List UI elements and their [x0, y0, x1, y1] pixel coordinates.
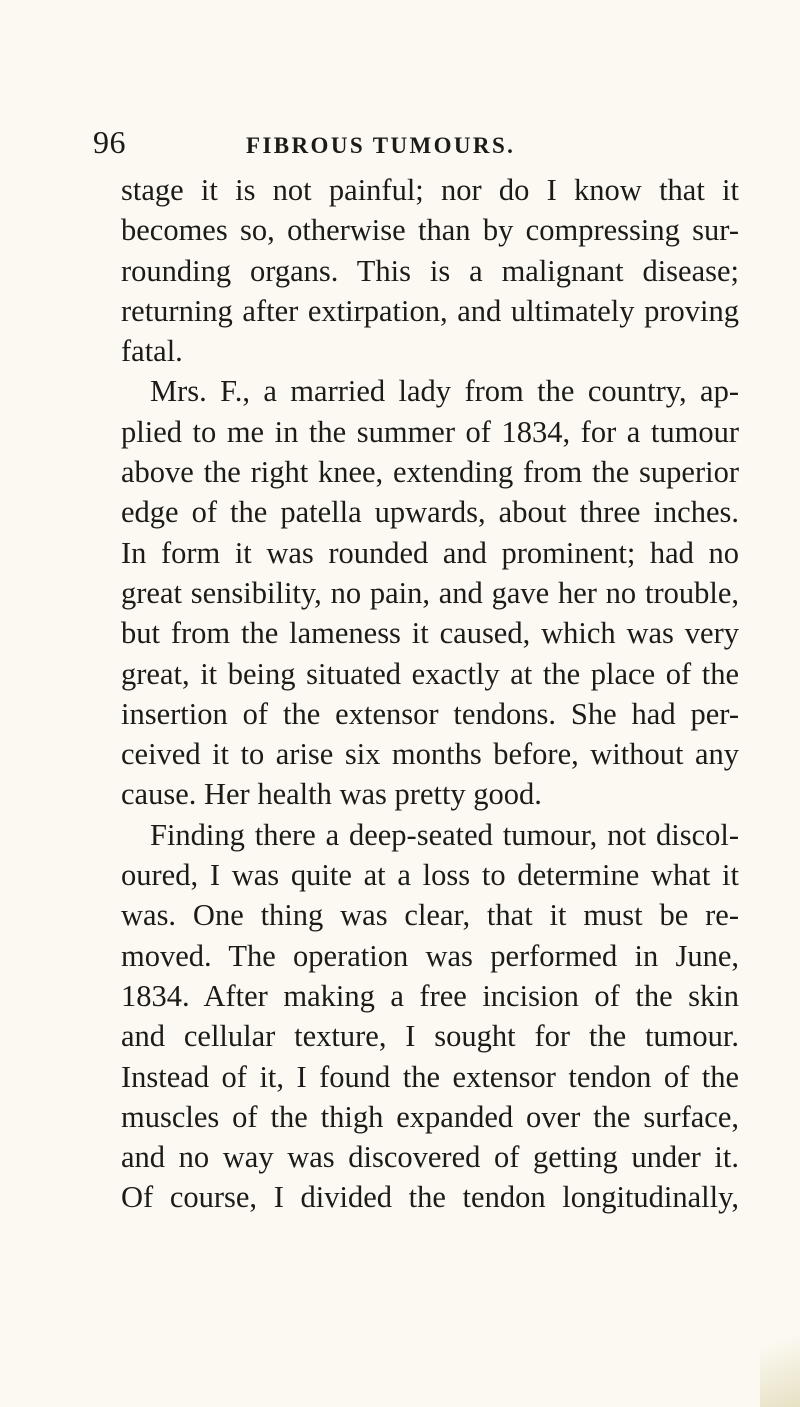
- text-line: cause. Her health was pretty good.: [121, 777, 542, 812]
- running-title: FIBROUS TUMOURS.: [246, 133, 516, 158]
- text-line: above the right knee, extending from the superior: [121, 455, 739, 490]
- page-number: 96: [93, 124, 126, 160]
- text-line: stage it is not painful; nor do I know that it: [121, 173, 739, 207]
- text-line: Instead of it, I found the extensor tendon of the: [121, 1059, 739, 1094]
- text-line: Mrs. F., a married lady from the country, ap-: [150, 374, 739, 409]
- text-line: great sensibility, no pain, and gave her no trouble,: [121, 575, 739, 610]
- text-line: muscles of the thigh expanded over the surface,: [121, 1099, 739, 1134]
- text-line: was. One thing was clear, that it must be re-: [121, 898, 739, 933]
- text-line: ceived it to arise six months before, without any: [121, 737, 739, 772]
- text-line: returning after extirpation, and ultimately proving: [121, 293, 739, 328]
- text-line: plied to me in the summer of 1834, for a tumour: [121, 414, 739, 449]
- text-line: insertion of the extensor tendons. She had per-: [121, 696, 739, 731]
- text-line: but from the lameness it caused, which was very: [121, 616, 739, 651]
- page-corner-shade: [760, 1297, 800, 1407]
- text-line: 1834. After making a free incision of the skin: [121, 978, 739, 1013]
- text-line: moved. The operation was performed in June,: [121, 938, 739, 973]
- text-line: becomes so, otherwise than by compressing sur-: [121, 213, 739, 248]
- body-text: [121, 170, 739, 1218]
- text-line: fatal.: [121, 334, 183, 369]
- text-line: great, it being situated exactly at the place of the: [121, 656, 739, 691]
- text-line: and cellular texture, I sought for the tumour.: [121, 1019, 739, 1054]
- text-line: rounding organs. This is a malignant disease;: [121, 253, 739, 288]
- text-line: oured, I was quite at a loss to determine what it: [121, 858, 739, 893]
- text-line: edge of the patella upwards, about three inches.: [121, 495, 739, 530]
- text-line: Finding there a deep-seated tumour, not discol-: [150, 817, 739, 852]
- text-line: In form it was rounded and prominent; had no: [121, 535, 739, 570]
- text-line: and no way was discovered of getting under it.: [121, 1140, 739, 1175]
- text-line: Of course, I divided the tendon longitudinally,: [121, 1180, 739, 1215]
